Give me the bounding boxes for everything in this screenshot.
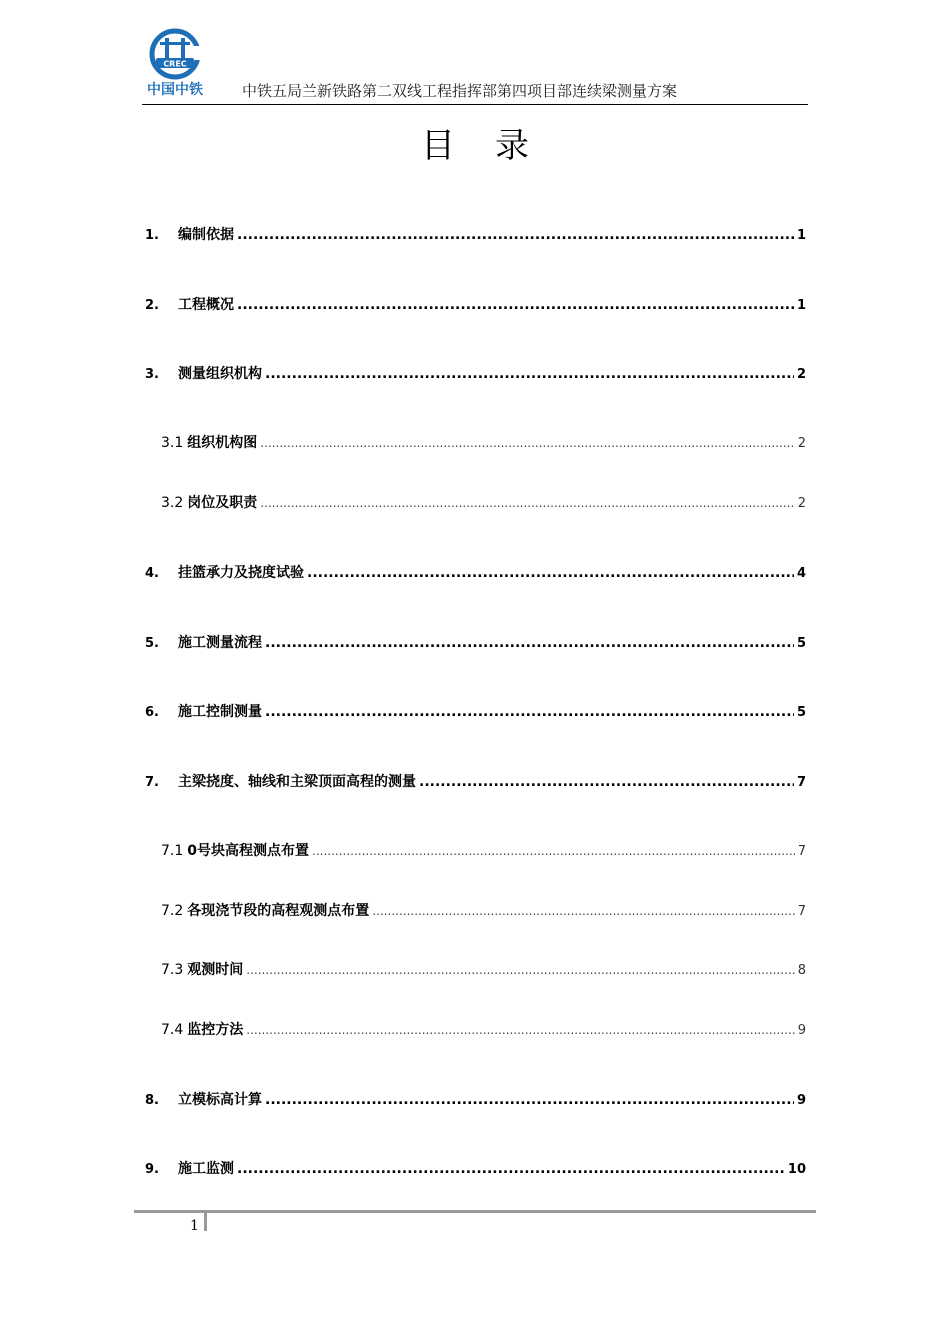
- page-title: 目录: [421, 126, 569, 166]
- toc-entry-label: 组织机构图: [187, 435, 258, 451]
- toc-entry-page: 8: [797, 963, 806, 978]
- toc-dot-leader: [246, 1022, 794, 1038]
- toc-entry-label: 编制依据: [178, 227, 234, 243]
- toc-entry[interactable]: [145, 294, 806, 314]
- footer-divider: [134, 1210, 816, 1213]
- toc-entry-label: 挂篮承力及挠度试验: [178, 565, 304, 581]
- toc-subentry[interactable]: [161, 1019, 806, 1039]
- toc-dot-leader: [265, 1092, 794, 1108]
- toc-entry-page: 1: [796, 228, 806, 243]
- toc-entry-label: 观测时间: [187, 962, 244, 978]
- toc-entry-number: 7.3: [161, 962, 184, 978]
- toc-entry-number: 1.: [145, 228, 159, 243]
- toc-entry-label: 施工测量流程: [178, 635, 262, 651]
- toc-entry-page: 2: [797, 496, 806, 511]
- toc-dot-leader: [260, 435, 794, 451]
- toc-entry-label: 0号块高程测点布置: [187, 843, 310, 859]
- toc-entry-page: 5: [796, 636, 806, 651]
- toc-entry-page: 7: [797, 904, 806, 919]
- toc-entry-number: 2.: [145, 298, 159, 313]
- toc-entry-page: 5: [796, 705, 806, 720]
- toc-entry-label: 测量组织机构: [178, 366, 262, 382]
- toc-dot-leader: [265, 635, 794, 651]
- toc-entry-label: 工程概况: [178, 297, 234, 313]
- logo-badge: CREC: [163, 59, 187, 69]
- toc-dot-leader: [260, 495, 794, 511]
- toc-entry-number: 9.: [145, 1162, 159, 1177]
- toc-entry-label: 施工控制测量: [178, 704, 262, 720]
- toc-entry-page: 1: [796, 298, 806, 313]
- toc-entry-number: 3.1: [161, 435, 184, 451]
- toc-entry-page: 2: [796, 367, 806, 382]
- toc-entry-page: 7: [797, 844, 806, 859]
- toc-entry[interactable]: [145, 1158, 806, 1178]
- header-divider: [142, 104, 808, 105]
- toc-subentry[interactable]: [161, 492, 806, 512]
- toc-entry[interactable]: [145, 224, 806, 244]
- toc-dot-leader: [419, 774, 794, 790]
- logo-text: 中国中铁: [147, 82, 203, 98]
- toc-entry-label: 岗位及职责: [187, 495, 258, 511]
- toc-entry[interactable]: [145, 562, 806, 582]
- toc-dot-leader: [307, 565, 794, 581]
- toc-entry-label: 施工监测: [178, 1161, 234, 1177]
- toc-entry-number: 3.: [145, 367, 159, 382]
- toc-entry-number: 3.2: [161, 495, 184, 511]
- toc-entry-page: 2: [797, 436, 806, 451]
- toc-entry-label: 主梁挠度、轴线和主梁顶面高程的测量: [178, 774, 416, 790]
- toc-dot-leader: [246, 962, 794, 978]
- toc-entry[interactable]: [145, 701, 806, 721]
- footer-bar: [204, 1213, 207, 1231]
- toc-entry-number: 7.2: [161, 903, 184, 919]
- toc-entry-number: 7.1: [161, 843, 184, 859]
- toc-entry-label: 各现浇节段的高程观测点布置: [187, 903, 370, 919]
- toc-subentry[interactable]: [161, 959, 806, 979]
- toc-entry-page: 10: [787, 1162, 806, 1177]
- toc-dot-leader: [237, 297, 794, 313]
- toc-entry-number: 8.: [145, 1093, 159, 1108]
- toc-entry[interactable]: [145, 771, 806, 791]
- toc-dot-leader: [312, 843, 795, 859]
- toc-entry-page: 9: [797, 1023, 806, 1038]
- toc-dot-leader: [237, 1161, 785, 1177]
- toc-entry-number: 4.: [145, 566, 159, 581]
- toc-entry[interactable]: [145, 1089, 806, 1109]
- toc-dot-leader: [265, 366, 794, 382]
- toc-subentry[interactable]: [161, 900, 806, 920]
- toc-dot-leader: [265, 704, 794, 720]
- toc-entry[interactable]: [145, 632, 806, 652]
- toc-entry-label: 监控方法: [187, 1022, 244, 1038]
- page-number: 1: [190, 1218, 199, 1234]
- toc-entry-label: 立模标高计算: [178, 1092, 262, 1108]
- toc-entry-page: 9: [796, 1093, 806, 1108]
- toc-entry-number: 7.: [145, 775, 159, 790]
- toc-entry-number: 6.: [145, 705, 159, 720]
- toc-entry[interactable]: [145, 363, 806, 383]
- toc-entry-page: 7: [796, 775, 806, 790]
- toc-subentry[interactable]: [161, 840, 806, 860]
- running-header-title: 中铁五局兰新铁路第二双线工程指挥部第四项目部连续梁测量方案: [242, 82, 678, 100]
- toc-entry-number: 7.4: [161, 1022, 184, 1038]
- company-logo: [142, 28, 208, 98]
- toc-entry-page: 4: [796, 566, 806, 581]
- toc-subentry[interactable]: [161, 432, 806, 452]
- toc-dot-leader: [372, 903, 794, 919]
- toc-entry-number: 5.: [145, 636, 159, 651]
- toc-dot-leader: [237, 227, 794, 243]
